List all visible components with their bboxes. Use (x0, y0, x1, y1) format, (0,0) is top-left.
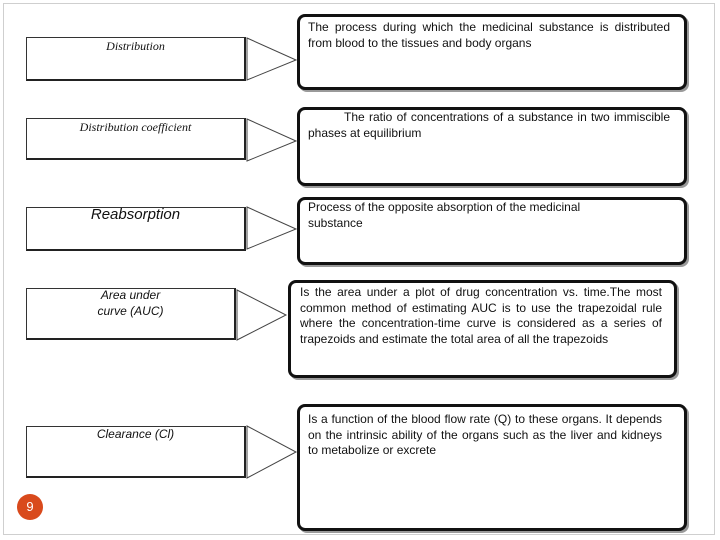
term-label: Distribution (106, 39, 165, 53)
term-label: Clearance (Cl) (96, 427, 175, 441)
term-label-line-1: Area under (100, 288, 161, 302)
term-box-reabsorption (26, 207, 246, 251)
slide-number-badge: 9 (17, 494, 43, 520)
definition-text: Is the area under a plot of drug concentration vs. time.The most common method of estimating AUC is to use the trapezoidal rule where the concentration-time curve is considered as a series of trapezoids and estimate the total area of all the trapezoids (300, 285, 662, 346)
term-box-auc (26, 288, 236, 340)
term-box-clearance (26, 426, 246, 478)
definition-text: Process of the opposite absorption of the medicinal substance (308, 200, 581, 230)
term-box-distribution (26, 37, 246, 81)
term-label: Distribution coefficient (79, 120, 192, 134)
arrow-right-icon (236, 287, 288, 343)
definition-text: Is a function of the blood flow rate (Q) to these organs. It depends on the intrinsic ability of the organs such as the liver and kidneys to metabolize or excrete (308, 412, 662, 457)
arrow-right-icon (246, 34, 298, 84)
term-label: Reabsorption (90, 206, 181, 223)
definition-text: The ratio of concentrations of a substance in two immiscible phases at equilibrium (308, 110, 670, 140)
definition-text: The process during which the medicinal substance is distributed from blood to the tissues and body organs (308, 20, 670, 50)
term-box-distribution-coefficient (26, 118, 246, 160)
arrow-right-icon (246, 423, 298, 481)
arrow-right-icon (246, 203, 298, 253)
arrow-right-icon (246, 115, 298, 165)
term-label-line-2: curve (AUC) (97, 304, 164, 318)
